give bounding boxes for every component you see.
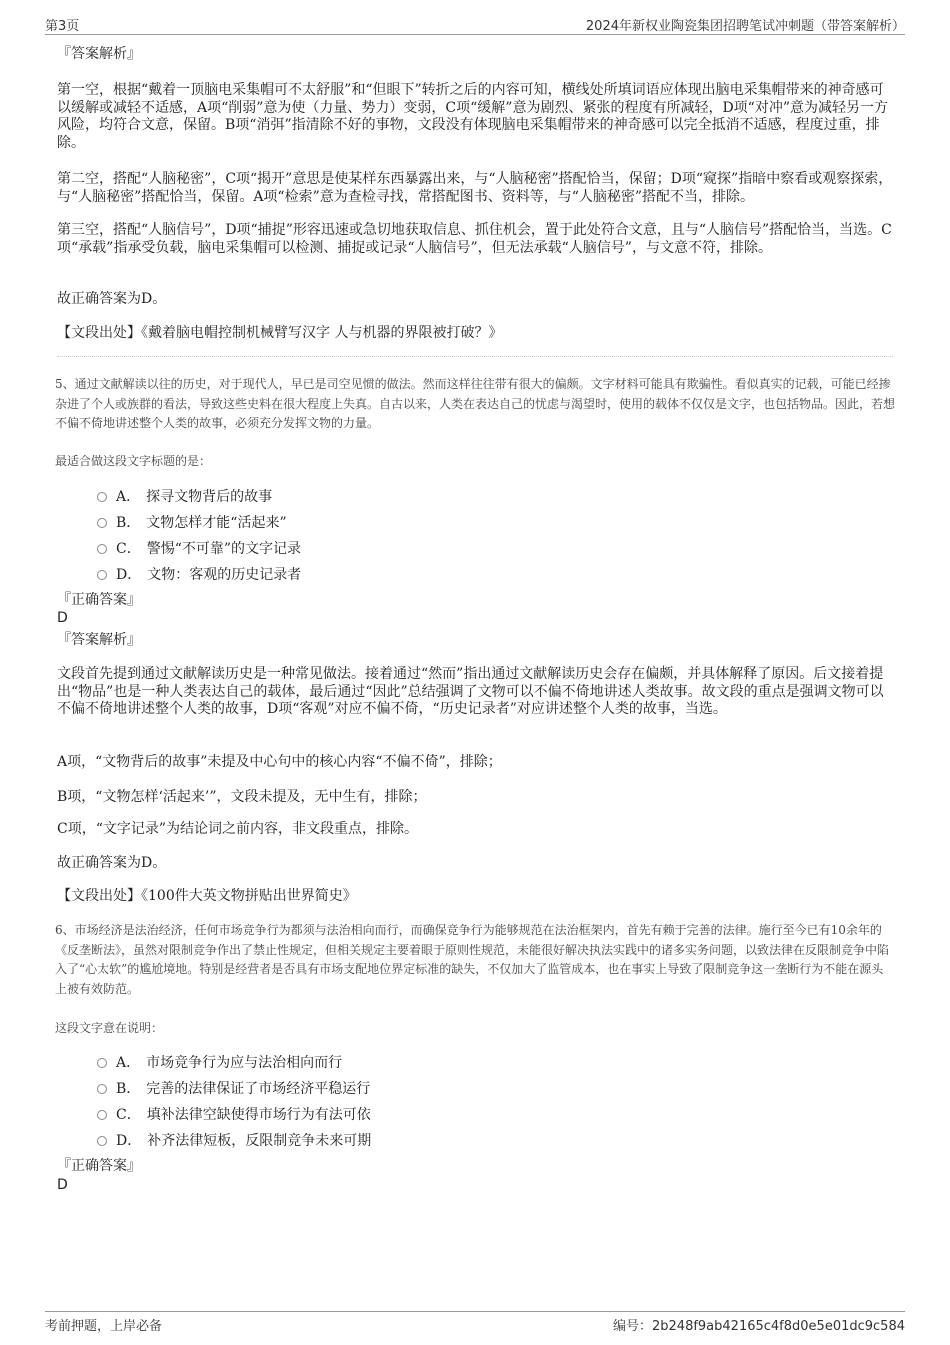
q5-option-b[interactable]: B． 文物怎样才能“活起来”: [97, 512, 287, 532]
page-header: [45, 14, 905, 35]
radio-icon[interactable]: [97, 492, 107, 502]
q6-option-b[interactable]: B． 完善的法律保证了市场经济平稳运行: [97, 1078, 370, 1098]
q5-option-d[interactable]: D． 文物：客观的历史记录者: [97, 564, 301, 584]
radio-icon[interactable]: [97, 1084, 107, 1094]
q5-conclusion: 故正确答案为D。: [57, 855, 167, 871]
q6-option-c[interactable]: C． 填补法律空缺使得市场行为有法可依: [97, 1104, 371, 1124]
radio-icon[interactable]: [97, 570, 107, 580]
page-footer: [45, 1311, 905, 1334]
q6-answer: D: [57, 1177, 68, 1193]
q5-analysis-option-b: B项，“文物怎样‘活起来’”，文段未提及，无中生有，排除；: [57, 789, 427, 805]
radio-icon[interactable]: [97, 518, 107, 528]
radio-icon[interactable]: [97, 1136, 107, 1146]
radio-icon[interactable]: [97, 1110, 107, 1120]
q6-ask: 这段文字意在说明：: [55, 1021, 164, 1035]
q4-analysis-para-2: 第二空，搭配“人脑秘密”，C项“揭开”意思是使某样东西暴露出来，与“人脑秘密”搭配恰当，保留；D项“窥探”指暗中察看或观察探索，与“人脑秘密”搭配恰当，保留。A项“检索”意为查检寻找，常搭配图书、资料等，与“人脑秘密”搭配不当，排除。: [57, 171, 893, 205]
q5-option-c[interactable]: C． 警惕“不可靠”的文字记录: [97, 538, 301, 558]
q4-analysis-label: 『答案解析』: [57, 46, 141, 62]
q4-source: 【文段出处】《戴着脑电帽控制机械臂写汉字 人与机器的界限被打破？》: [57, 325, 503, 341]
q5-ask: 最适合做这段文字标题的是：: [55, 454, 212, 468]
q6-answer-label: 『正确答案』: [57, 1158, 141, 1174]
q5-option-a[interactable]: A． 探寻文物背后的故事: [97, 486, 272, 506]
q5-analysis-option-a: A项，“文物背后的故事”未提及中心句中的核心内容“不偏不倚”，排除；: [57, 754, 502, 770]
document-id: 编号：2b248f9ab42165c4f8d0e5e01dc9c584: [613, 1319, 905, 1334]
q4-conclusion: 故正确答案为D。: [57, 291, 167, 307]
q5-source: 【文段出处】《100件大英文物拼贴出世界简史》: [57, 888, 357, 904]
q5-stem: 5、通过文献解读以往的历史，对于现代人，早已是司空见惯的做法。然而这样往往带有很大的偏颇。文字材料可能具有欺骗性。看似真实的记载，可能已经掺杂进了个人或族群的看法，导致这些史料在很大程度上失真。自古以来，人类在表达自己的忧虑与渴望时，使用的载体不仅仅是文字，也包括物品。因此，若想不偏不倚地讲述整个人类的故事，必须充分发挥文物的力量。: [55, 377, 896, 430]
q5-analysis: 文段首先提到通过文献解读历史是一种常见做法。接着通过“然而”指出通过文献解读历史会存在偏颇，并具体解释了原因。后文接着提出“物品”也是一种人类表达自己的载体，最后通过“因此”总结强调了文物可以不偏不倚地讲述人类故事。故文段的重点是强调文物可以不偏不倚地讲述整个人类的故事，D项“客观”对应不偏不倚，“历史记录者”对应讲述整个人类的故事，当选。: [57, 666, 884, 717]
q5-answer: D: [57, 610, 68, 626]
q6-stem: 6、市场经济是法治经济，任何市场竞争行为都须与法治相向而行，而确保竞争行为能够规范在法治框架内，首先有赖于完善的法律。施行至今已有10余年的《反垄断法》，虽然对限制竞争作出了禁止性规定，但相关规定主要着眼于原则性规范，未能很好解决执法实践中的诸多实务问题，以致法律在反限制竞争中陷入了“心太软”的尴尬境地。特别是经营者是否具有市场支配地位界定标准的缺失，不仅加大了监管成本，也在事实上导致了限制竞争这一垄断行为不能在源头上被有效防范。: [55, 923, 890, 996]
q4-analysis-para-3: 第三空，搭配“人脑信号”，D项“捕捉”形容迅速或急切地获取信息、抓住机会，置于此处符合文意，且与“人脑信号”搭配恰当，当选。C项“承载”指承受负载，脑电采集帽可以检测、捕捉或记录“人脑信号”，但无法承载“人脑信号”，与文意不符，排除。: [57, 222, 892, 256]
divider: [57, 356, 893, 357]
q5-analysis-option-c: C项，“文字记录”为结论词之前内容，非文段重点，排除。: [57, 821, 419, 837]
q5-answer-label: 『正确答案』: [57, 592, 141, 608]
document-title: 2024年新权业陶瓷集团招聘笔试冲刺题（带答案解析）: [585, 19, 905, 34]
radio-icon[interactable]: [97, 1058, 107, 1068]
q6-option-d[interactable]: D． 补齐法律短板，反限制竞争未来可期: [97, 1130, 371, 1150]
page-number: 第3页: [45, 19, 80, 34]
q5-analysis-label: 『答案解析』: [57, 632, 141, 648]
radio-icon[interactable]: [97, 544, 107, 554]
q6-option-a[interactable]: A． 市场竞争行为应与法治相向而行: [97, 1052, 342, 1072]
footer-slogan: 考前押题，上岸必备: [45, 1319, 163, 1334]
q4-analysis-para-1: 第一空，根据“戴着一顶脑电采集帽可不太舒服”和“但眼下”转折之后的内容可知，横线处所填词语应体现出脑电采集帽带来的神奇感可以缓解或减轻不适感，A项“削弱”意为使（力量、势力）变弱，C项“缓解”意为剧烈、紧张的程度有所减轻，D项“对冲”意为减轻另一方风险，均符合文意，保留。B项“消弭”指清除不好的事物，文段没有体现脑电采集帽带来的神奇感可以完全抵消不适感，程度过重，排除。: [57, 82, 888, 151]
